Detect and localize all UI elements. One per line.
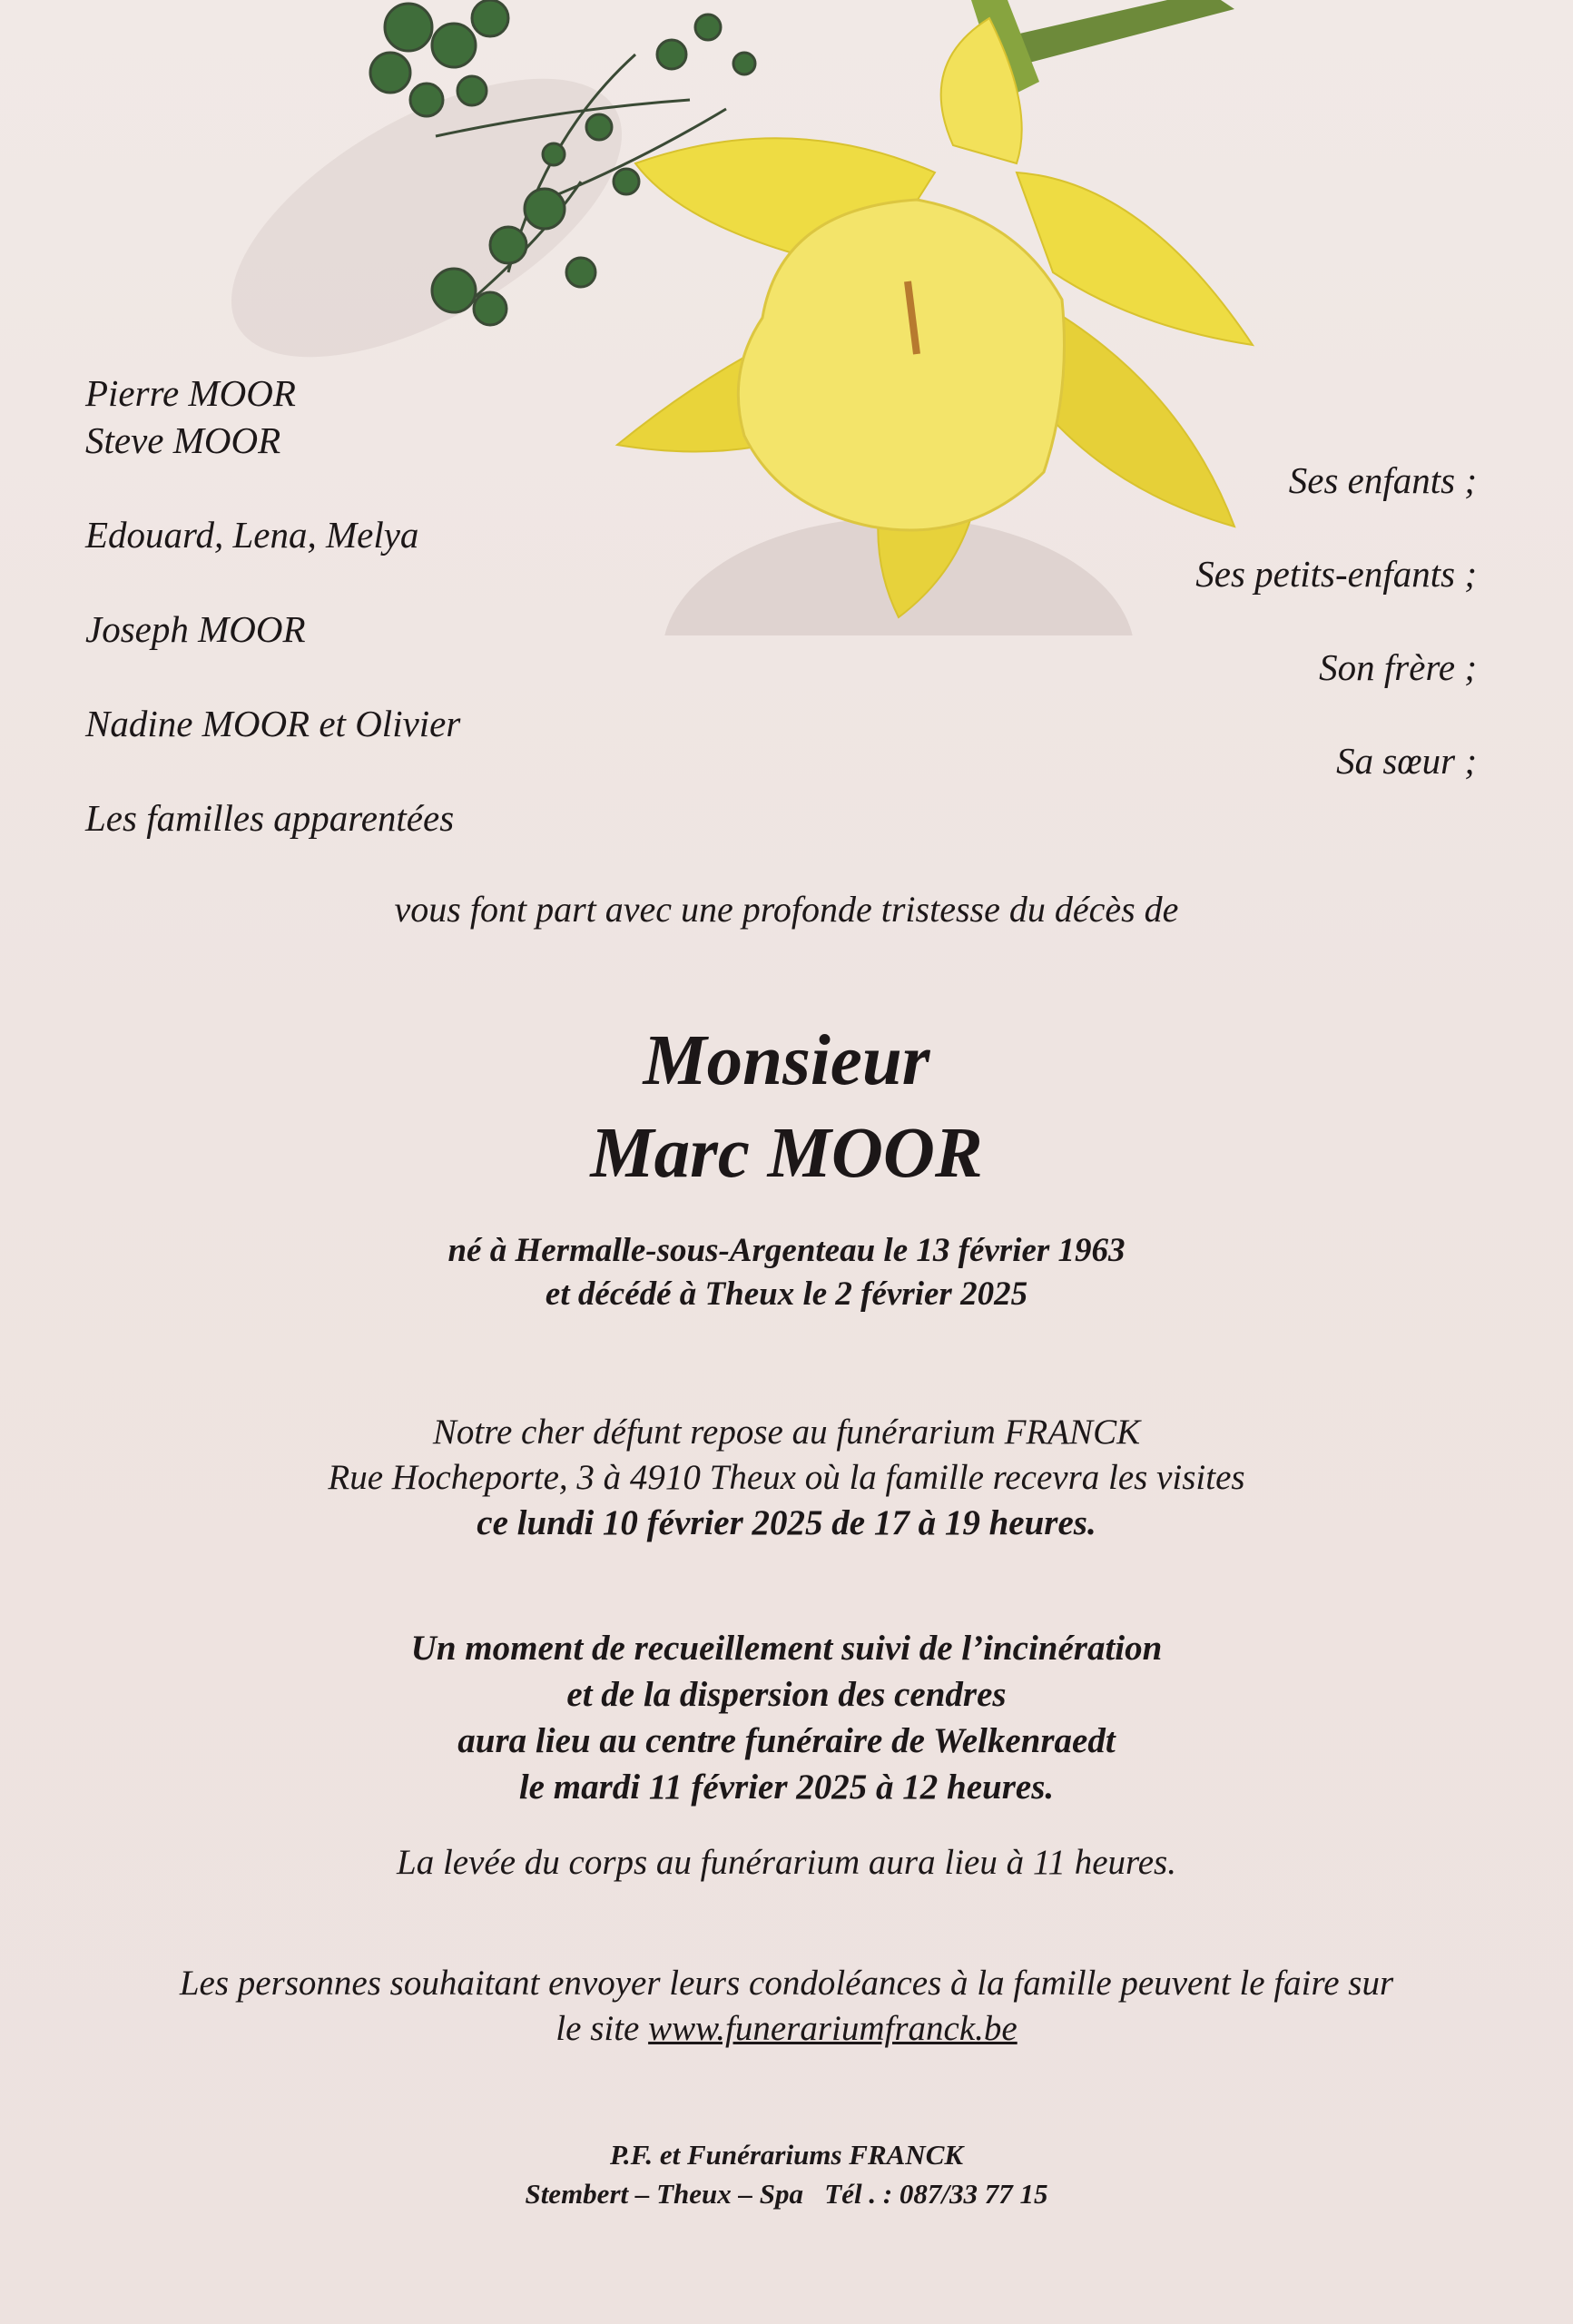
funeral-home-contact	[0, 2174, 1573, 2213]
condolences-link[interactable]: www.funerariumfranck.be	[648, 2009, 1018, 2048]
family-name: Joseph MOOR	[85, 608, 306, 650]
birth-line: né à Hermalle-sous-Argenteau le 13 février 1963	[447, 1232, 1126, 1269]
visitation-info	[0, 1410, 1573, 1546]
condolences-site-line	[0, 2006, 1573, 2052]
family-names	[85, 369, 460, 842]
family-name: Steve MOOR	[85, 419, 281, 461]
funeral-home-footer	[0, 2135, 1573, 2213]
ceremony-info	[0, 1625, 1573, 1810]
stem	[1008, 0, 1234, 64]
funeral-home-phone: Tél . : 087/33 77 15	[824, 2178, 1048, 2210]
levee-info: La levée du corps au funérarium aura lieu à 11 heures.	[397, 1843, 1176, 1882]
visitation-line: Notre cher défunt repose au funérarium FRANCK	[432, 1413, 1141, 1452]
ceremony-line: Un moment de recueillement suivi de l’incinération	[410, 1629, 1163, 1668]
funeral-home-locations: Stembert – Theux – Spa	[525, 2178, 804, 2210]
visitation-time: ce lundi 10 février 2025 de 17 à 19 heures.	[477, 1503, 1096, 1542]
family-name: Edouard, Lena, Melya	[85, 514, 419, 556]
announcement-intro: vous font part avec une profonde tristesse du décès de	[394, 889, 1179, 930]
relation-label: Ses petits-enfants ;	[1195, 553, 1477, 595]
condolences-info	[0, 1961, 1573, 2052]
deceased-name: Marc MOOR	[590, 1114, 983, 1193]
foliage-shadow	[188, 23, 665, 414]
family-name: Pierre MOOR	[85, 372, 296, 414]
visitation-line: Rue Hocheporte, 3 à 4910 Theux où la famille recevra les visites	[328, 1458, 1245, 1497]
family-relations	[1195, 458, 1477, 832]
condolences-line: Les personnes souhaitant envoyer leurs condoléances à la famille peuvent le faire sur	[179, 1964, 1394, 2003]
life-dates	[0, 1229, 1573, 1316]
ceremony-line: et de la dispersion des cendres	[566, 1675, 1007, 1714]
relation-label: Ses enfants ;	[1288, 459, 1477, 501]
condolences-prefix: le site	[555, 2009, 640, 2048]
death-line: et décédé à Theux le 2 février 2025	[545, 1275, 1028, 1313]
deceased-name-block	[0, 1015, 1573, 1200]
family-name: Nadine MOOR et Olivier	[85, 703, 461, 744]
ceremony-line: le mardi 11 février 2025 à 12 heures.	[518, 1768, 1055, 1807]
relation-label: Son frère ;	[1319, 646, 1477, 688]
family-name: Les familles apparentées	[85, 797, 455, 839]
funeral-home-name: P.F. et Funérariums FRANCK	[609, 2139, 964, 2171]
deceased-title: Monsieur	[643, 1021, 930, 1100]
relation-label: Sa sœur ;	[1336, 740, 1477, 782]
ceremony-line: aura lieu au centre funéraire de Welkenraedt	[457, 1721, 1116, 1760]
